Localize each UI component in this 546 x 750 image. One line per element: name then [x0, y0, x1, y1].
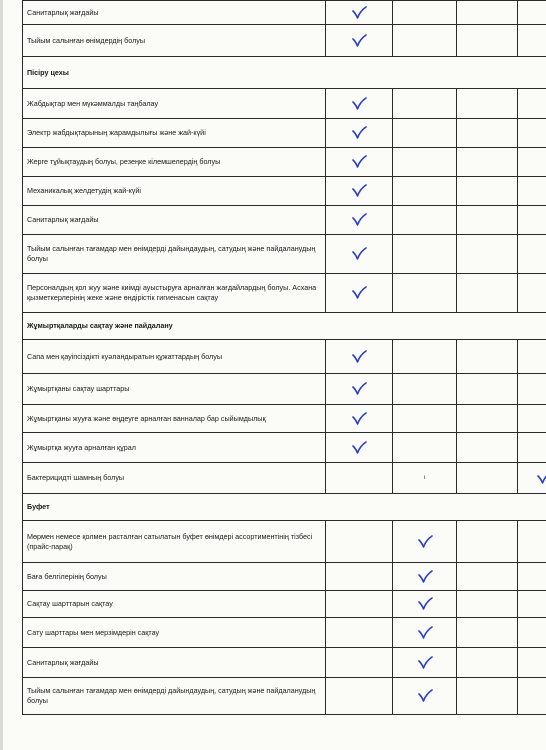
status-cell-2 [393, 1, 457, 25]
checkmark-icon [417, 656, 433, 670]
status-cell-3 [457, 648, 518, 678]
checklist-row [23, 1, 546, 25]
checklist-row [23, 591, 546, 618]
status-cell-1 [326, 148, 393, 177]
status-cell-2 [393, 374, 457, 405]
checkmark-icon [351, 6, 367, 20]
checklist-row [23, 25, 546, 57]
requirement-text: Сапа мен қауіпсіздікті куәландыратын құжаттардың болуы [23, 340, 326, 374]
checklist-row [23, 235, 546, 274]
status-cell-1 [326, 206, 393, 235]
status-cell-1 [326, 521, 393, 563]
status-cell-1 [326, 591, 393, 618]
requirement-text: Механикалық желдетудің жай-күйі [23, 177, 326, 206]
scan-edge [0, 0, 3, 750]
checkmark-icon [351, 97, 367, 111]
status-cell-3 [457, 119, 518, 148]
status-cell-4 [518, 563, 546, 591]
requirement-text: Тыйым салынған тағамдар мен өнімдерді дайындаудың, сатудың және пайдаланудың болуы [23, 678, 326, 715]
checkmark-icon [351, 247, 367, 261]
status-cell-1 [326, 25, 393, 57]
requirement-text: Персоналдың қол жуу және киімді ауыстыруға арналған жағдайлардың болуы. Асхана қызметкерлерінің жеке және өндірістік гигиенасын сақтау [23, 274, 326, 313]
status-cell-2 [393, 463, 457, 494]
requirement-text: Жерге тұйықтаудың болуы, резеңке кілемшелердің болуы [23, 148, 326, 177]
checkmark-icon [351, 382, 367, 396]
checkmark-icon [351, 213, 367, 227]
requirement-text: Жұмыртқаны сақтау шарттары [23, 374, 326, 405]
checklist-row [23, 521, 546, 563]
status-cell-4 [518, 678, 546, 715]
status-cell-3 [457, 521, 518, 563]
requirement-text: Жұмыртқа жууға арналған құрал [23, 433, 326, 463]
checklist-row [23, 433, 546, 463]
checklist-row [23, 119, 546, 148]
checklist-row [23, 563, 546, 591]
requirement-text: Санитарлық жағдайы [23, 206, 326, 235]
status-cell-2 [393, 340, 457, 374]
status-cell-4 [518, 433, 546, 463]
section-title: Жұмыртқаларды сақтау және пайдалану [23, 313, 546, 340]
status-cell-3 [457, 235, 518, 274]
status-cell-3 [457, 591, 518, 618]
status-cell-2 [393, 119, 457, 148]
status-cell-1 [326, 119, 393, 148]
status-cell-2 [393, 148, 457, 177]
status-cell-3 [457, 463, 518, 494]
status-cell-4 [518, 521, 546, 563]
status-cell-1 [326, 563, 393, 591]
status-cell-3 [457, 148, 518, 177]
checklist-row [23, 206, 546, 235]
status-cell-4 [518, 405, 546, 433]
requirement-text: Санитарлық жағдайы [23, 648, 326, 678]
status-cell-2 [393, 405, 457, 433]
status-cell-1 [326, 678, 393, 715]
status-cell-1 [326, 235, 393, 274]
status-cell-4 [518, 1, 546, 25]
status-cell-4 [518, 618, 546, 648]
status-cell-1 [326, 89, 393, 119]
status-cell-3 [457, 618, 518, 648]
status-cell-1 [326, 274, 393, 313]
status-cell-2 [393, 591, 457, 618]
checkmark-icon [351, 350, 367, 364]
status-cell-4 [518, 148, 546, 177]
checklist-row [23, 463, 546, 494]
requirement-text: Мөрмен немесе қолмен расталған сатылатын буфет өнімдері ассортиментінің тізбесі (прайс-парақ) [23, 521, 326, 563]
status-cell-1 [326, 463, 393, 494]
requirement-text: Санитарлық жағдайы [23, 1, 326, 25]
checkmark-icon [417, 626, 433, 640]
status-cell-2 [393, 521, 457, 563]
checkmark-icon [351, 155, 367, 169]
status-cell-3 [457, 206, 518, 235]
status-cell-3 [457, 274, 518, 313]
status-cell-2 [393, 25, 457, 57]
status-cell-4 [518, 274, 546, 313]
checklist-row [23, 274, 546, 313]
section-title: Буфет [23, 494, 546, 521]
status-cell-4 [518, 648, 546, 678]
checkmark-icon [417, 570, 433, 584]
checkmark-icon [417, 597, 433, 611]
status-cell-3 [457, 1, 518, 25]
status-cell-4 [518, 374, 546, 405]
status-cell-3 [457, 177, 518, 206]
status-cell-2 [393, 177, 457, 206]
status-cell-2 [393, 648, 457, 678]
status-cell-3 [457, 340, 518, 374]
checklist-row [23, 618, 546, 648]
status-cell-2 [393, 678, 457, 715]
requirement-text: Бактерицидті шамның болуы [23, 463, 326, 494]
checklist-row [23, 648, 546, 678]
checkmark-icon [417, 689, 433, 703]
status-cell-1 [326, 405, 393, 433]
status-cell-1 [326, 433, 393, 463]
requirement-text: Тыйым салынған өнімдердің болуы [23, 25, 326, 57]
checklist-row [23, 374, 546, 405]
status-cell-2 [393, 563, 457, 591]
checkmark-icon [351, 34, 367, 48]
status-cell-1 [326, 618, 393, 648]
status-cell-3 [457, 563, 518, 591]
status-cell-4 [518, 235, 546, 274]
stray-pen-mark: ı [423, 474, 426, 481]
status-cell-1 [326, 648, 393, 678]
status-cell-3 [457, 374, 518, 405]
requirement-text: Жабдықтар мен мүкәммалды таңбалау [23, 89, 326, 119]
checklist-row [23, 340, 546, 374]
requirement-text: Баға белгілерінің болуы [23, 563, 326, 591]
status-cell-4 [518, 206, 546, 235]
checklist-row [23, 405, 546, 433]
status-cell-1 [326, 177, 393, 206]
status-cell-1 [326, 374, 393, 405]
status-cell-3 [457, 25, 518, 57]
checkmark-icon [351, 441, 367, 455]
checkmark-icon [351, 286, 367, 300]
status-cell-2 [393, 206, 457, 235]
section-header-row [23, 494, 546, 521]
requirement-text: Сату шарттары мен мерзімдерін сақтау [23, 618, 326, 648]
status-cell-4 [518, 177, 546, 206]
status-cell-4 [518, 463, 546, 494]
requirement-text: Электр жабдықтарының жарамдылығы және жай-күйі [23, 119, 326, 148]
status-cell-3 [457, 89, 518, 119]
checkmark-icon [536, 471, 546, 485]
requirement-text: Тыйым салынған тағамдар мен өнімдерді дайындаудың, сатудың және пайдаланудың болуы [23, 235, 326, 274]
status-cell-3 [457, 433, 518, 463]
inspection-checklist-table [22, 0, 546, 715]
status-cell-3 [457, 678, 518, 715]
requirement-text: Жұмыртқаны жууға және өңдеуге арналған ванналар бар сыйымдылық [23, 405, 326, 433]
status-cell-1 [326, 340, 393, 374]
section-header-row [23, 313, 546, 340]
status-cell-1 [326, 1, 393, 25]
checkmark-icon [351, 184, 367, 198]
status-cell-4 [518, 340, 546, 374]
status-cell-2 [393, 235, 457, 274]
status-cell-2 [393, 433, 457, 463]
checklist-row [23, 177, 546, 206]
status-cell-2 [393, 618, 457, 648]
requirement-text: Сақтау шарттарын сақтау [23, 591, 326, 618]
checkmark-icon [417, 535, 433, 549]
status-cell-4 [518, 25, 546, 57]
checkmark-icon [351, 412, 367, 426]
checklist-row [23, 148, 546, 177]
status-cell-4 [518, 89, 546, 119]
checkmark-icon [351, 126, 367, 140]
section-header-row [23, 57, 546, 89]
status-cell-3 [457, 405, 518, 433]
section-title: Пісіру цехы [23, 57, 546, 89]
checklist-row [23, 678, 546, 715]
status-cell-2 [393, 274, 457, 313]
status-cell-4 [518, 591, 546, 618]
status-cell-2 [393, 89, 457, 119]
checklist-row [23, 89, 546, 119]
status-cell-4 [518, 119, 546, 148]
